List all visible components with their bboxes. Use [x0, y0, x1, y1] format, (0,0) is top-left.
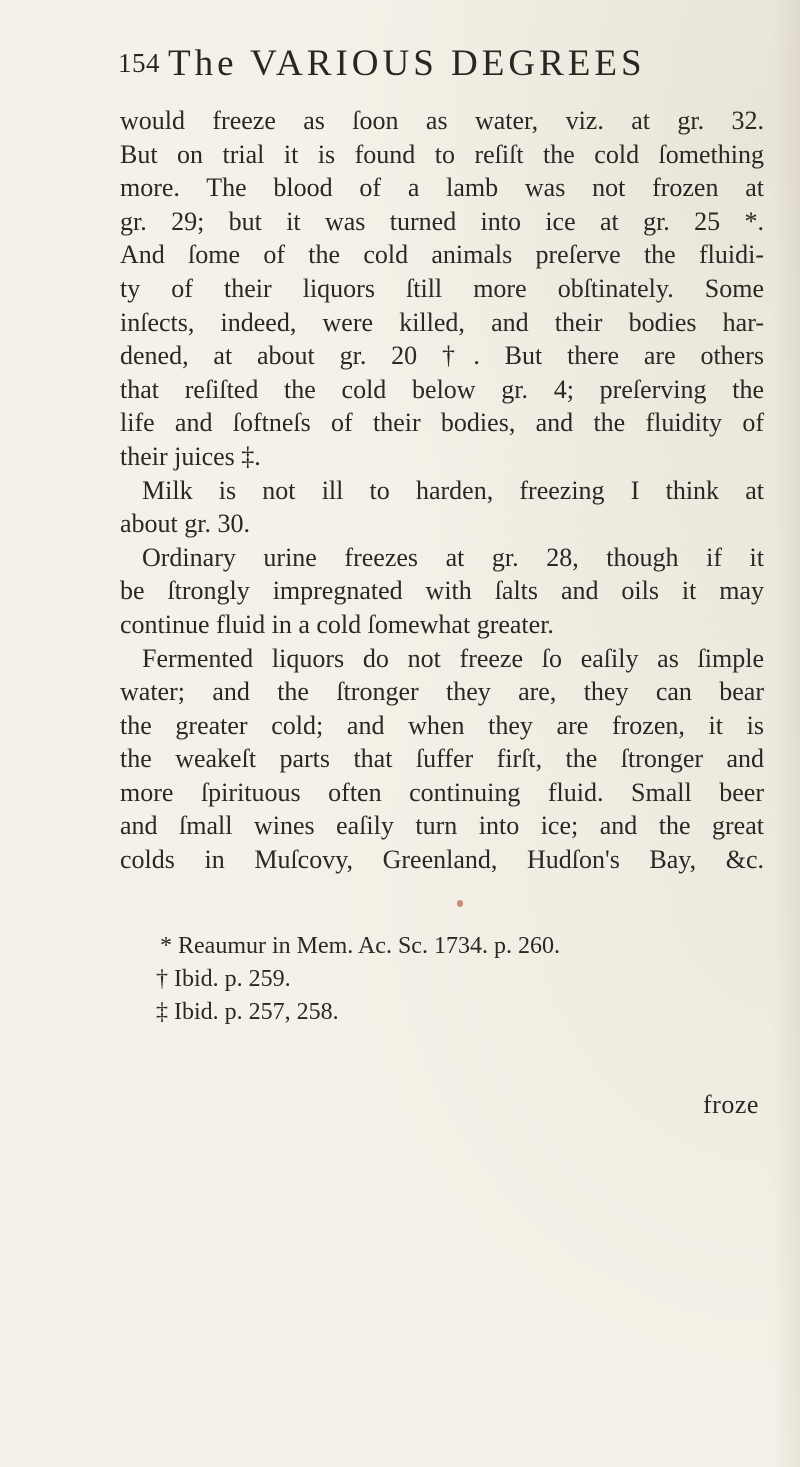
text-line: Ordinary urine freezes at gr. 28, though if it — [142, 542, 764, 572]
text-line: But on trial it is found to reſiſt the cold ſomething — [120, 139, 764, 169]
footnote: † Ibid. p. 259. — [156, 966, 291, 992]
text-line: gr. 29; but it was turned into ice at gr. 25 *. — [120, 206, 764, 236]
text-line: more ſpirituous often continuing fluid. Small beer — [120, 777, 764, 807]
text-line: inſects, indeed, were killed, and their bodies har- — [120, 307, 764, 337]
text-line: the greater cold; and when they are frozen, it is — [120, 710, 764, 740]
text-line: water; and the ſtronger they are, they can bear — [120, 677, 764, 707]
footnotes — [120, 930, 760, 1029]
text-line: colds in Muſcovy, Greenland, Hudſon's Bay, &c. — [120, 845, 764, 875]
text-line: and ſmall wines eaſily turn into ice; and the great — [120, 811, 764, 841]
text-line: Fermented liquors do not freeze ſo eaſily as ſimple — [142, 643, 764, 673]
catchword: froze — [703, 1090, 759, 1119]
text-line: would freeze as ſoon as water, viz. at gr. 32. — [120, 106, 764, 135]
text-line: life and ſoftneſs of their bodies, and the fluidity of — [120, 408, 764, 438]
page-edge-shadow — [772, 0, 800, 1467]
running-head-title: The VARIOUS DEGREES — [168, 43, 646, 84]
running-head — [118, 42, 758, 92]
text-line: their juices ‡. — [120, 441, 261, 471]
footnote: ‡ Ibid. p. 257, 258. — [156, 999, 339, 1025]
text-line: be ſtrongly impregnated with ſalts and oils it may — [120, 576, 764, 606]
text-line: ty of their liquors ſtill more obſtinately. Some — [120, 273, 764, 303]
text-line: the weakeſt parts that ſuffer firſt, the ſtronger and — [120, 744, 764, 774]
text-line: continue fluid in a cold ſomewhat greater. — [120, 609, 554, 639]
text-line: And ſome of the cold animals preſerve the fluidi- — [120, 240, 764, 270]
text-line: more. The blood of a lamb was not frozen at — [120, 173, 764, 203]
ink-speck — [457, 900, 463, 907]
text-line: Milk is not ill to harden, freezing I think at — [142, 475, 764, 505]
text-line: about gr. 30. — [120, 509, 250, 539]
footnote: * Reaumur in Mem. Ac. Sc. 1734. p. 260. — [160, 933, 560, 959]
page-number: 154 — [118, 48, 160, 78]
body-text — [120, 104, 764, 877]
text-line: that reſiſted the cold below gr. 4; preſerving the — [120, 374, 764, 404]
text-line: dened, at about gr. 20 †. But there are others — [120, 341, 764, 371]
